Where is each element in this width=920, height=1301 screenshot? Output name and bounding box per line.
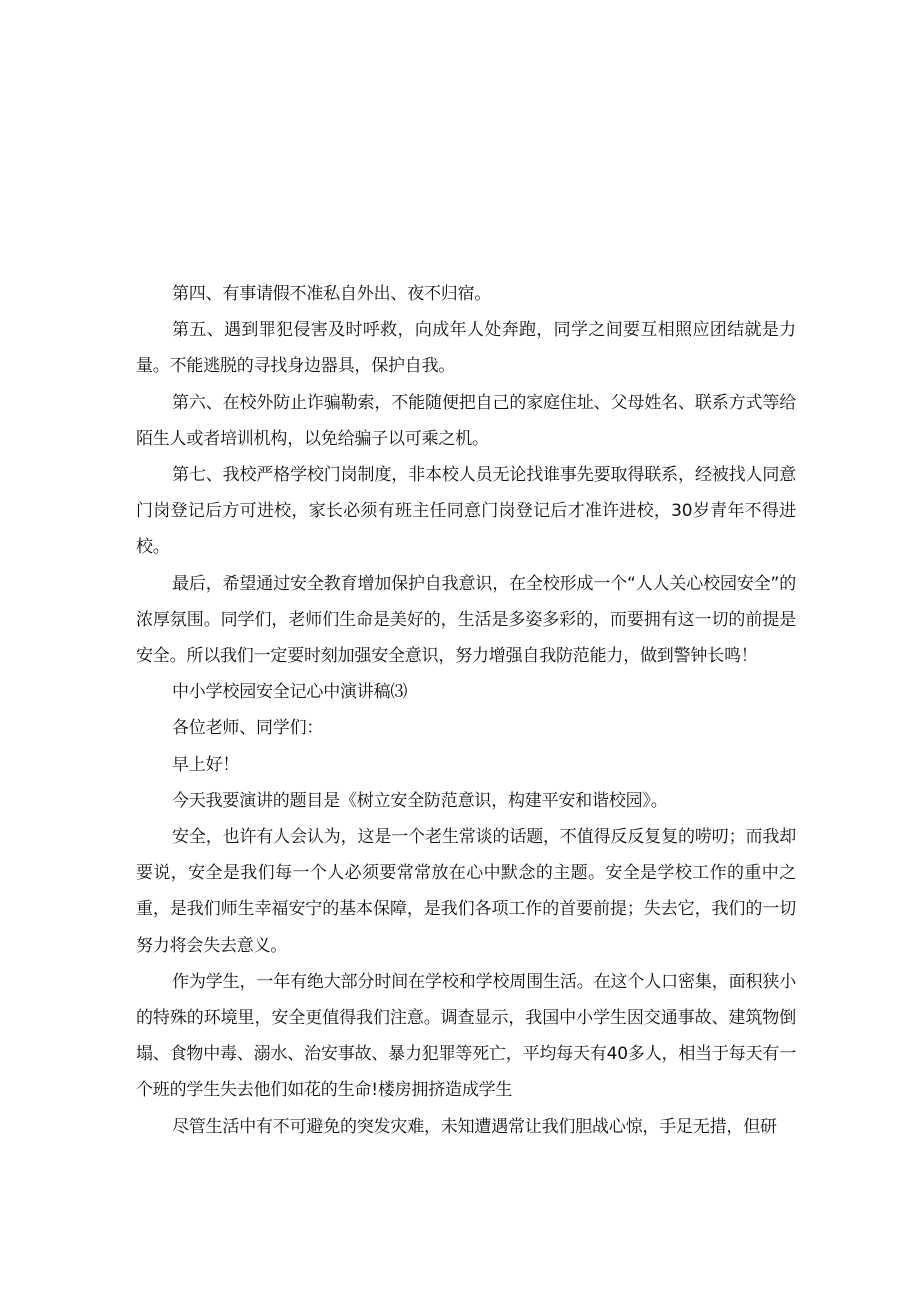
paragraph-conclusion: 最后，希望通过安全教育增加保护自我意识，在全校形成一个“人人关心校园安全”的浓厚氛围。同学们，老师们生命是美好的，生活是多姿多彩的，而要拥有这一切的前提是安全。所以我们一定要时刻加强安全意识，努力增强自我防范能力，做到警钟长鸣！	[136, 573, 796, 667]
speech-salutation: 各位老师、同学们：	[172, 718, 324, 739]
document-body	[136, 276, 796, 1145]
paragraph-unexpected-disasters: 尽管生活中有不可避免的突发灾难，未知遭遇常让我们胆战心惊，手足无措，但研	[172, 1116, 777, 1137]
paragraph-rule-4: 第四、有事请假不准私自外出、夜不归宿。	[172, 284, 492, 304]
speech-greeting: 早上好！	[172, 754, 240, 775]
paragraph-rule-6: 第六、在校外防止诈骗勒索，不能随便把自己的家庭住址、父母姓名、联系方式等给陌生人或者培训机构，以免给骗子以可乘之机。	[136, 392, 796, 449]
paragraph-safety-importance: 安全，也许有人会认为，这是一个老生常谈的话题，不值得反反复复的唠叨；而我却要说，安全是我们每一个人必须要常常放在心中默念的主题。安全是学校工作的重中之重，是我们师生幸福安宁的基本保障，是我们各项工作的首要前提；失去它，我们的一切努力将会失去意义。	[136, 827, 796, 956]
speech-topic: 今天我要演讲的题目是《树立安全防范意识，构建平安和谐校园》。	[172, 790, 668, 811]
paragraph-rule-7: 第七、我校严格学校门岗制度，非本校人员无论找谁事先要取得联系，经被找人同意门岗登记后方可进校，家长必须有班主任同意门岗登记后才准许进校，30岁青年不得进校。	[136, 465, 796, 558]
paragraph-student-statistics: 作为学生，一年有绝大部分时间在学校和学校周围生活。在这个人口密集，面积狭小的特殊的环境里，安全更值得我们注意。调查显示，我国中小学生因交通事故、建筑物倒塌、食物中毒、溺水、治安事故、暴力犯罪等死亡，平均每天有40多人，相当于每天有一个班的学生失去他们如花的生命!楼房拥挤造成学生	[136, 971, 796, 1101]
paragraph-rule-5: 第五、遇到罪犯侵害及时呼救，向成年人处奔跑，同学之间要互相照应团结就是力量。不能逃脱的寻找身边器具，保护自我。	[136, 320, 796, 377]
speech-title: 中小学校园安全记心中演讲稿⑶	[172, 682, 408, 703]
